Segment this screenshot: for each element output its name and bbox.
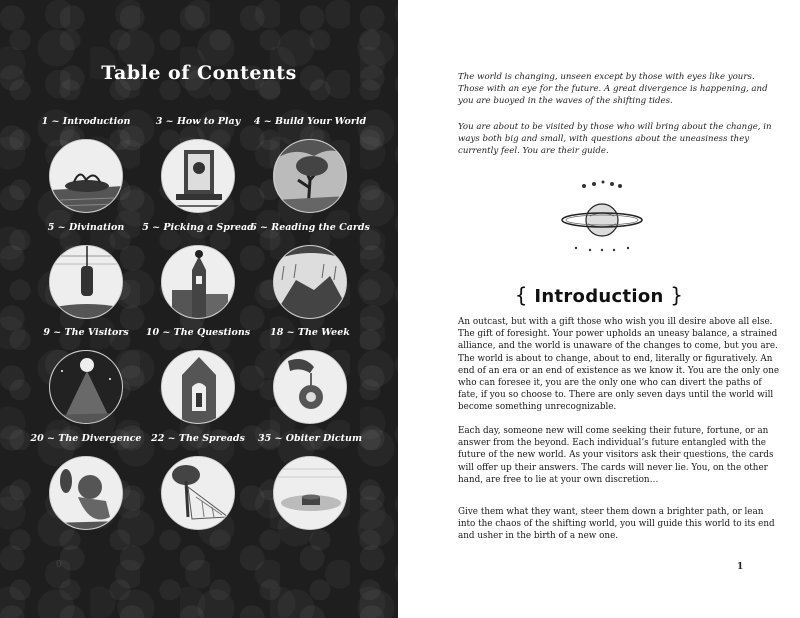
intro-italic-paragraph-1: The world is changing, unseen except by those with eyes like yours. Those with an eye for the future. A great divergence is happening, and you are buoyed in the waves of the shifting tides. [458,72,768,107]
page-number: 1 [737,562,744,572]
heading-ornament-right: } [670,283,684,307]
toc-item-label: 4 ~ Build Your World [253,116,367,127]
heading-text: Introduction [534,286,664,307]
right-page [398,0,800,618]
tree-and-net-icon [161,456,235,530]
cats-on-cushion-icon [49,139,123,213]
throne-figure-icon [161,139,235,213]
moon-beam-icon [49,350,123,424]
toc-item-label: 18 ~ The Week [270,327,350,338]
introduction-heading [398,283,800,307]
toc-item-label: 6 ~ Reading the Cards [250,222,370,233]
toc-item-label: 5 ~ Divination [47,222,125,233]
left-page [0,0,398,618]
body-paragraph-1: An outcast, but with a gift those who wish you ill desire above all else. The gift of foresight. Your power upholds an uneasy balance, a strained alliance, and the world is unaware of the changes to come, but you are. The world is about to change, about to end, literally or figuratively. An end of an era or an end of existence as we know it. You are the only one who can foresee it, you are the only one who can divert the paths of fate, if you so choose to. There are only seven days until the world will become something unrecognizable. [458,317,780,413]
toc-item-label: 22 ~ The Spreads [151,433,245,444]
toc-item-the-week[interactable] [244,326,376,424]
toc-title: Table of Contents [101,62,297,84]
toc-item-label: 3 ~ How to Play [155,116,241,127]
hand-holding-flower-icon [273,350,347,424]
toc-item-label: 20 ~ The Divergence [30,433,142,444]
stormy-tree-icon [273,139,347,213]
drum-on-ground-icon [273,456,347,530]
toc-item-reading-the-cards[interactable] [244,221,376,319]
lion-with-mirror-icon [49,456,123,530]
body-paragraph-3: Give them what they want, steer them down a brighter path, or lean into the chaos of the shifting world, you will guide this world to its end and usher in the birth of a new one. [458,507,775,542]
hanging-figure-icon [49,245,123,319]
toc-item-label: 10 ~ The Questions [145,327,251,338]
church-tower-icon [161,245,235,319]
toc-item-label: 5 ~ Picking a Spread [142,222,254,233]
toc-item-obiter-dictum[interactable] [244,432,376,530]
saturn-planet-icon [556,176,646,256]
shrine-window-icon [161,350,235,424]
intro-italic-paragraph-2: You are about to be visited by those who will bring about the change, in ways both big and small, with questions about the uneasiness they currently feel. You are their guide. [458,122,772,157]
rocks-and-rain-icon [273,245,347,319]
heading-ornament-left: { [514,283,528,307]
body-paragraph-2: Each day, someone new will come seeking their future, fortune, or an answer from the beyond. Each individual’s future entangled with the future of the new world. As your visitors ask their questions, the cards will offer up their answers. The cards will never lie. You, on the other hand, are free to lie at your own discretion… [458,426,774,485]
toc-item-label: 35 ~ Obiter Dictum [257,433,363,444]
left-page-number: 0 [56,560,62,570]
toc-item-label: 1 ~ Introduction [41,116,131,127]
toc-item-build-your-world[interactable] [244,115,376,213]
toc-item-label: 9 ~ The Visitors [43,327,129,338]
